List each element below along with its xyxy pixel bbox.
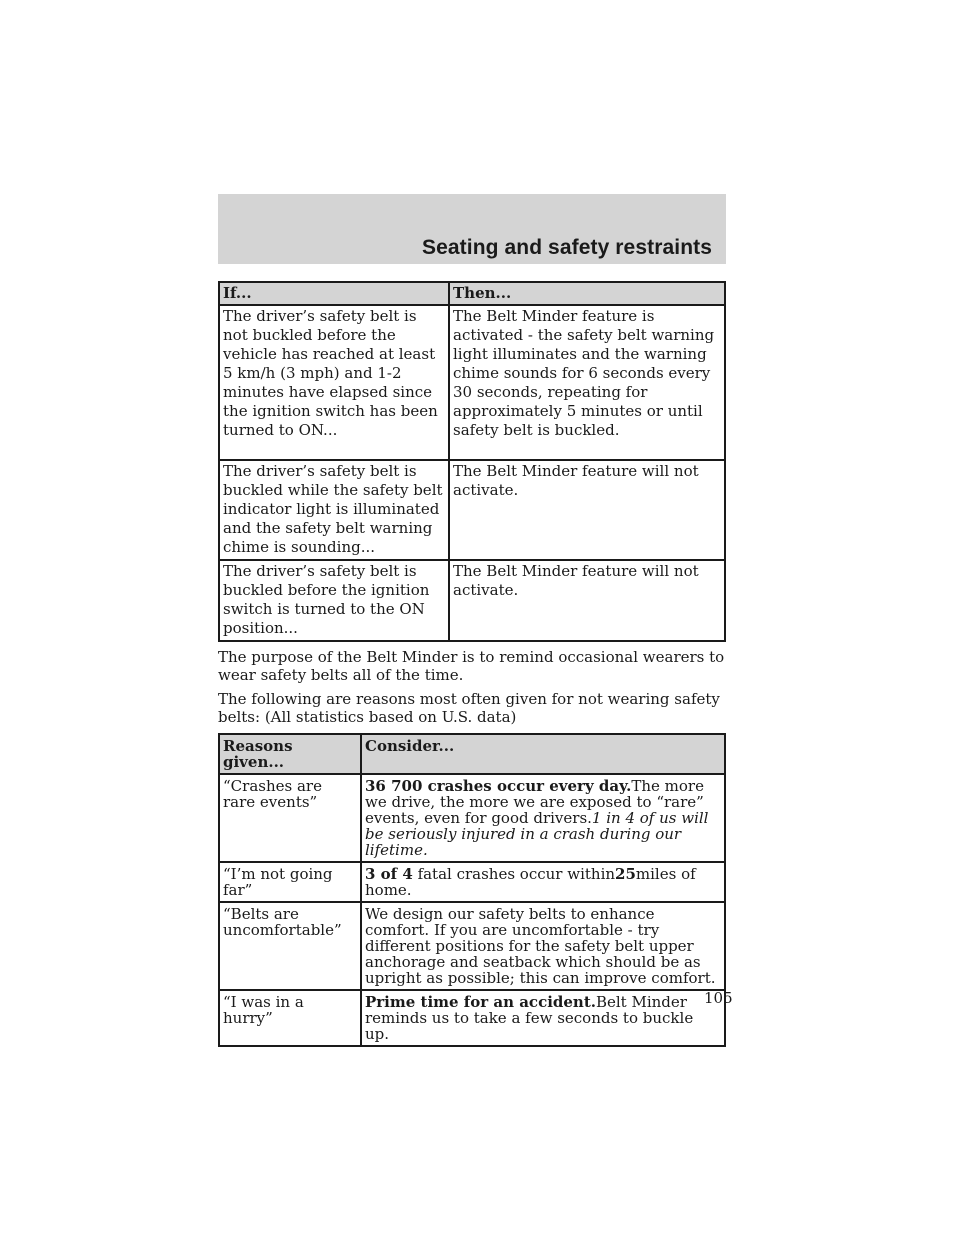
reasons-table — [218, 733, 726, 1047]
reason-cell: “I was in a hurry” — [219, 990, 361, 1046]
column-header-reasons: Reasons given... — [219, 734, 361, 774]
column-header-then: Then... — [449, 282, 725, 305]
condition-cell: The driver’s safety belt is buckled while the safety belt indicator light is illuminated and the safety belt warning chime is sounding... — [219, 460, 449, 560]
section-header-band — [218, 194, 726, 264]
result-cell: The Belt Minder feature will not activate. — [449, 560, 725, 641]
plain-text: fatal crashes occur within — [417, 865, 616, 883]
reasons-intro-paragraph: The following are reasons most often given for not wearing safety belts: (All statistics based on U.S. data) — [218, 690, 720, 726]
table-row — [219, 460, 725, 560]
consider-cell — [361, 990, 725, 1046]
plain-text: The more we drive, the more we are exposed to “rare” events, even for good drivers. — [365, 777, 704, 827]
purpose-paragraph: The purpose of the Belt Minder is to remind occasional wearers to wear safety belts all of the time. — [218, 648, 725, 684]
table-row — [219, 305, 725, 460]
table-row — [219, 862, 725, 902]
result-cell: The Belt Minder feature is activated - the safety belt warning light illuminates and the warning chime sounds for 6 seconds every 30 seconds, repeating for approximately 5 minutes or until safety belt is buckled. — [449, 305, 725, 460]
page-content — [218, 281, 726, 1047]
belt-minder-table — [218, 281, 726, 642]
plain-text: miles of home. — [365, 865, 696, 899]
plain-text: Belt Minder reminds us to take a few seconds to buckle up. — [365, 993, 694, 1043]
section-title: Seating and safety restraints — [422, 236, 712, 259]
column-header-consider: Consider... — [361, 734, 725, 774]
column-header-if: If... — [219, 282, 449, 305]
emphasis-text: Prime time for an accident. — [365, 993, 596, 1011]
italic-text: 1 in 4 of us will be seriously injured in a crash during our lifetime. — [365, 809, 709, 859]
emphasis-text: 25 — [615, 865, 636, 883]
result-cell: The Belt Minder feature will not activate. — [449, 460, 725, 560]
consider-cell — [361, 774, 725, 862]
table-header-row — [219, 734, 725, 774]
reason-cell: “I’m not going far” — [219, 862, 361, 902]
condition-cell: The driver’s safety belt is buckled before the ignition switch is turned to the ON position... — [219, 560, 449, 641]
reason-cell: “Crashes are rare events” — [219, 774, 361, 862]
reason-cell: “Belts are uncomfortable” — [219, 902, 361, 990]
condition-cell: The driver’s safety belt is not buckled before the vehicle has reached at least 5 km/h (3 mph) and 1-2 minutes have elapsed since the ignition switch has been turned to ON... — [219, 305, 449, 460]
emphasis-text: 36 700 crashes occur every day. — [365, 777, 632, 795]
page-number: 105 — [704, 989, 733, 1007]
table-row — [219, 990, 725, 1046]
consider-cell — [361, 862, 725, 902]
table-row — [219, 774, 725, 862]
table-row — [219, 560, 725, 641]
table-row — [219, 902, 725, 990]
emphasis-text: 3 of 4 — [365, 865, 413, 883]
consider-cell: We design our safety belts to enhance comfort. If you are uncomfortable - try different positions for the safety belt upper anchorage and seatback which should be as upright as possible; this can improve comfort. — [361, 902, 725, 990]
table-header-row — [219, 282, 725, 305]
